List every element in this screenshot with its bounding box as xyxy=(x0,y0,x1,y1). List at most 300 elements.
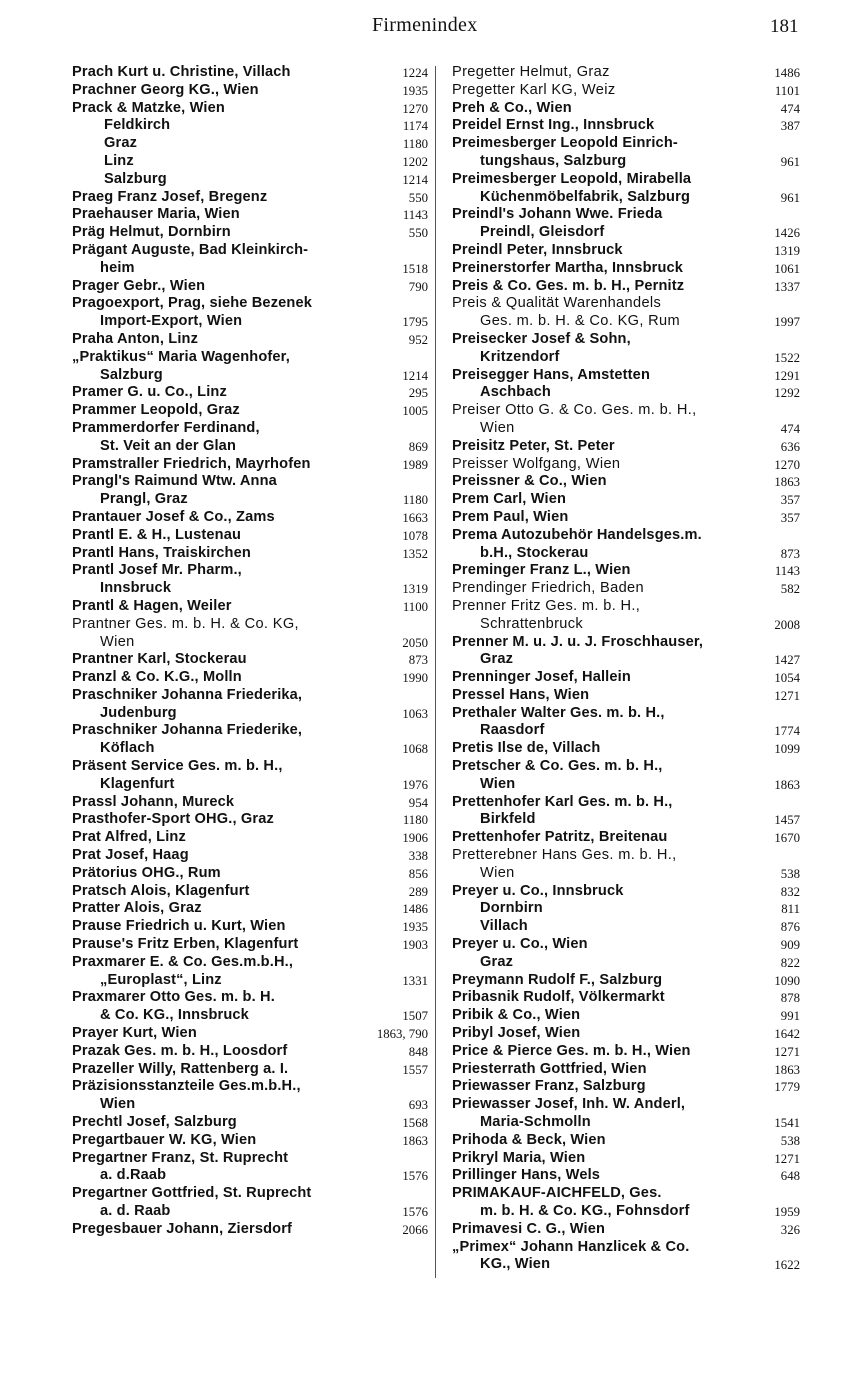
entry-text: Pribik & Co., Wien xyxy=(452,1007,581,1024)
index-entry xyxy=(72,456,428,474)
entry-line xyxy=(72,260,428,278)
entry-line xyxy=(452,669,800,687)
entry-page-ref: 1143 xyxy=(774,564,800,579)
index-entry xyxy=(452,1150,800,1168)
entry-line xyxy=(452,509,800,527)
entry-page-ref: 811 xyxy=(781,902,800,917)
index-entry xyxy=(72,1132,428,1150)
entry-page-ref: 1427 xyxy=(774,653,800,668)
entry-text: Prantl E. & H., Lustenau xyxy=(72,526,242,543)
entry-text: Schrattenbruck xyxy=(480,615,584,632)
index-entry xyxy=(452,1239,800,1275)
entry-text: Preidel Ernst Ing., Innsbruck xyxy=(452,117,655,134)
entry-line xyxy=(452,1114,800,1132)
entry-line xyxy=(72,82,428,100)
entry-line xyxy=(72,135,428,153)
entry-page-ref: 1270 xyxy=(774,457,800,472)
entry-page-ref: 848 xyxy=(408,1044,428,1059)
index-entry xyxy=(452,705,800,741)
entry-text: Import-Export, Wien xyxy=(100,313,243,330)
index-entry xyxy=(72,117,428,135)
entry-line xyxy=(452,64,800,82)
entry-line xyxy=(72,687,428,705)
index-entry xyxy=(72,545,428,563)
entry-page-ref: 1863 xyxy=(774,1062,800,1077)
entry-page-ref: 954 xyxy=(408,795,428,810)
entry-line xyxy=(452,1132,800,1150)
entry-text: a. d.Raab xyxy=(100,1167,167,1184)
entry-page-ref: 1976 xyxy=(402,777,428,792)
entry-text: tungshaus, Salzburg xyxy=(480,152,627,169)
entry-page-ref: 1054 xyxy=(774,671,800,686)
entry-line xyxy=(72,740,428,758)
entry-page-ref: 1642 xyxy=(774,1027,800,1042)
entry-line xyxy=(452,384,800,402)
entry-text: Prantl & Hagen, Weiler xyxy=(72,597,232,614)
entry-page-ref: 873 xyxy=(780,546,800,561)
entry-line xyxy=(72,865,428,883)
index-entry xyxy=(452,580,800,598)
entry-text: Praxmarer Otto Ges. m. b. H. xyxy=(72,989,275,1006)
entry-line xyxy=(72,278,428,296)
entry-line xyxy=(72,634,428,652)
entry-text: Prettenhofer Patritz, Breitenau xyxy=(452,829,668,846)
index-entry xyxy=(72,989,428,1025)
column-divider xyxy=(435,66,436,1278)
entry-page-ref: 1863 xyxy=(774,777,800,792)
entry-page-ref: 1319 xyxy=(402,582,428,597)
entry-text: Prantner Karl, Stockerau xyxy=(72,651,247,668)
entry-text: Preh & Co., Wien xyxy=(452,99,572,116)
entry-line xyxy=(452,562,800,580)
index-entry xyxy=(72,278,428,296)
entry-page-ref: 1068 xyxy=(402,742,428,757)
index-entry xyxy=(72,651,428,669)
entry-line xyxy=(452,242,800,260)
entry-line xyxy=(452,1185,800,1203)
entry-text: Wien xyxy=(480,419,515,436)
entry-text: Kritzendorf xyxy=(480,348,560,365)
entry-line xyxy=(452,1078,800,1096)
entry-line xyxy=(452,580,800,598)
entry-text: Salzburg xyxy=(100,366,163,383)
entry-line xyxy=(72,954,428,972)
entry-text: Prack & Matzke, Wien xyxy=(72,99,225,116)
entry-text: Innsbruck xyxy=(100,580,172,597)
entry-text: Wien xyxy=(480,864,515,881)
entry-line xyxy=(72,562,428,580)
entry-text: Prikryl Maria, Wien xyxy=(452,1149,586,1166)
entry-page-ref: 1331 xyxy=(402,973,428,988)
index-entry xyxy=(72,331,428,349)
entry-page-ref: 856 xyxy=(408,866,428,881)
entry-page-ref: 1291 xyxy=(774,368,800,383)
entry-page-ref: 832 xyxy=(780,884,800,899)
index-entry xyxy=(452,1167,800,1185)
index-entry xyxy=(452,936,800,972)
entry-text: Prihoda & Beck, Wien xyxy=(452,1131,606,1148)
entry-line xyxy=(452,278,800,296)
entry-line xyxy=(452,438,800,456)
entry-page-ref: 822 xyxy=(780,955,800,970)
entry-text: Preimesberger Leopold Einrich- xyxy=(452,135,678,152)
index-entry xyxy=(452,278,800,296)
entry-line xyxy=(452,758,800,776)
entry-text: Prause's Fritz Erben, Klagenfurt xyxy=(72,936,299,953)
index-entry xyxy=(72,1150,428,1186)
entry-line xyxy=(452,473,800,491)
entry-line xyxy=(72,117,428,135)
entry-text: Dornbirn xyxy=(480,900,543,917)
entry-page-ref: 1457 xyxy=(774,813,800,828)
entry-line xyxy=(452,82,800,100)
entry-page-ref: 538 xyxy=(780,866,800,881)
entry-page-ref: 1989 xyxy=(402,457,428,472)
entry-text: Pretis Ilse de, Villach xyxy=(452,740,601,757)
index-entry xyxy=(72,1221,428,1239)
entry-text: Preyer u. Co., Wien xyxy=(452,936,588,953)
entry-page-ref: 1061 xyxy=(774,261,800,276)
index-entry xyxy=(452,794,800,830)
index-entry xyxy=(72,900,428,918)
entry-text: Linz xyxy=(104,152,134,169)
entry-page-ref: 2008 xyxy=(774,617,800,632)
entry-text: Pretscher & Co. Ges. m. b. H., xyxy=(452,758,663,775)
entry-text: b.H., Stockerau xyxy=(480,544,589,561)
entry-line xyxy=(72,1132,428,1150)
index-entry xyxy=(452,527,800,563)
entry-page-ref: 289 xyxy=(408,884,428,899)
entry-text: Pregartbauer W. KG, Wien xyxy=(72,1131,257,1148)
index-entry xyxy=(452,117,800,135)
entry-line xyxy=(72,989,428,1007)
entry-text: Klagenfurt xyxy=(100,775,175,792)
entry-line xyxy=(452,100,800,118)
entry-page-ref: 636 xyxy=(780,439,800,454)
entry-line xyxy=(72,349,428,367)
entry-page-ref: 550 xyxy=(408,190,428,205)
index-entry xyxy=(72,527,428,545)
entry-text: Pressel Hans, Wien xyxy=(452,686,590,703)
entry-page-ref: 1568 xyxy=(402,1116,428,1131)
entry-page-ref: 1100 xyxy=(402,599,428,614)
entry-page-ref: 1863 xyxy=(402,1133,428,1148)
entry-line xyxy=(72,972,428,990)
entry-text: Prantner Ges. m. b. H. & Co. KG, xyxy=(72,615,299,632)
entry-text: Prammer Leopold, Graz xyxy=(72,402,240,419)
entry-line xyxy=(452,811,800,829)
entry-text: Feldkirch xyxy=(104,117,171,134)
entry-line xyxy=(72,491,428,509)
entry-line xyxy=(72,1185,428,1203)
index-entry xyxy=(72,82,428,100)
entry-text: Prangl's Raimund Wtw. Anna xyxy=(72,473,277,490)
index-entry xyxy=(72,669,428,687)
entry-page-ref: 1271 xyxy=(774,1151,800,1166)
entry-line xyxy=(452,918,800,936)
index-entry xyxy=(452,1043,800,1061)
entry-text: „Praktikus“ Maria Wagenhofer, xyxy=(72,348,290,365)
entry-text: Prazak Ges. m. b. H., Loosdorf xyxy=(72,1042,288,1059)
entry-page-ref: 1557 xyxy=(402,1062,428,1077)
entry-page-ref: 1214 xyxy=(402,368,428,383)
entry-page-ref: 1774 xyxy=(774,724,800,739)
entry-line xyxy=(72,1203,428,1221)
entry-page-ref: 648 xyxy=(780,1169,800,1184)
index-entry xyxy=(452,883,800,936)
index-entry xyxy=(452,206,800,242)
index-entry xyxy=(452,829,800,847)
entry-text: KG., Wien xyxy=(480,1256,551,1273)
entry-line xyxy=(72,545,428,563)
entry-text: Preis & Co. Ges. m. b. H., Pernitz xyxy=(452,277,685,294)
entry-line xyxy=(452,171,800,189)
entry-line xyxy=(452,135,800,153)
entry-page-ref: 1426 xyxy=(774,226,800,241)
entry-text: Prenninger Josef, Hallein xyxy=(452,669,631,686)
entry-line xyxy=(452,260,800,278)
entry-line xyxy=(452,687,800,705)
entry-text: Prangl, Graz xyxy=(100,491,188,508)
entry-line xyxy=(72,509,428,527)
index-entry xyxy=(452,1078,800,1096)
entry-line xyxy=(452,491,800,509)
entry-text: Prantl Hans, Traiskirchen xyxy=(72,544,251,561)
entry-line xyxy=(72,1061,428,1079)
index-entry xyxy=(72,722,428,758)
entry-line xyxy=(72,242,428,260)
entry-page-ref: 338 xyxy=(408,849,428,864)
index-entry xyxy=(72,758,428,794)
entry-line xyxy=(72,1078,428,1096)
entry-text: Prach Kurt u. Christine, Villach xyxy=(72,64,291,80)
entry-text: Villach xyxy=(480,918,528,935)
entry-text: Prema Autozubehör Handelsges.m. xyxy=(452,526,702,543)
entry-line xyxy=(72,616,428,634)
entry-text: Prem Paul, Wien xyxy=(452,508,569,525)
entry-line xyxy=(452,1061,800,1079)
entry-line xyxy=(72,171,428,189)
entry-text: Pratsch Alois, Klagenfurt xyxy=(72,882,250,899)
entry-text: Wien xyxy=(100,1096,136,1113)
entry-page-ref: 1292 xyxy=(774,386,800,401)
index-entry xyxy=(72,1025,428,1043)
entry-text: Prechtl Josef, Salzburg xyxy=(72,1114,237,1131)
entry-line xyxy=(452,651,800,669)
entry-line xyxy=(452,1043,800,1061)
entry-text: Pranzl & Co. K.G., Molln xyxy=(72,669,242,686)
entry-text: Prause Friedrich u. Kurt, Wien xyxy=(72,918,286,935)
entry-line xyxy=(72,384,428,402)
entry-line xyxy=(72,900,428,918)
entry-page-ref: 1099 xyxy=(774,742,800,757)
index-entry xyxy=(72,420,428,456)
entry-text: Preisitz Peter, St. Peter xyxy=(452,437,615,454)
entry-page-ref: 1670 xyxy=(774,831,800,846)
entry-line xyxy=(452,1007,800,1025)
entry-text: Prettenhofer Karl Ges. m. b. H., xyxy=(452,793,673,810)
entry-line xyxy=(452,313,800,331)
entry-page-ref: 1063 xyxy=(402,706,428,721)
index-entry xyxy=(72,171,428,189)
entry-line xyxy=(452,1167,800,1185)
index-entry xyxy=(72,1043,428,1061)
entry-text: Ges. m. b. H. & Co. KG, Rum xyxy=(480,313,681,330)
entry-text: Wien xyxy=(100,633,135,650)
entry-text: Köflach xyxy=(100,740,155,757)
entry-text: Preimesberger Leopold, Mirabella xyxy=(452,170,692,187)
entry-line xyxy=(452,367,800,385)
entry-line xyxy=(72,1167,428,1185)
entry-line xyxy=(72,100,428,118)
entry-line xyxy=(72,206,428,224)
entry-page-ref: 1337 xyxy=(774,279,800,294)
entry-text: Prätorius OHG., Rum xyxy=(72,864,221,881)
entry-page-ref: 1143 xyxy=(402,208,428,223)
entry-text: m. b. H. & Co. KG., Fohnsdorf xyxy=(480,1203,690,1219)
entry-line xyxy=(452,705,800,723)
entry-text: Graz xyxy=(104,135,138,152)
entry-text: Prem Carl, Wien xyxy=(452,491,567,508)
index-entry xyxy=(452,1096,800,1132)
index-entry xyxy=(72,598,428,616)
entry-line xyxy=(72,1096,428,1114)
index-entry xyxy=(72,936,428,954)
entry-page-ref: 1270 xyxy=(402,101,428,116)
entry-page-ref: 1903 xyxy=(402,938,428,953)
index-entry xyxy=(452,669,800,687)
entry-text: Prenner M. u. J. u. J. Froschhauser, xyxy=(452,633,704,650)
entry-text: Praxmarer E. & Co. Ges.m.b.H., xyxy=(72,953,294,970)
entry-line xyxy=(72,402,428,420)
entry-line xyxy=(452,954,800,972)
entry-line xyxy=(452,776,800,794)
entry-text: Prayer Kurt, Wien xyxy=(72,1025,197,1042)
entry-line xyxy=(72,580,428,598)
entry-text: Pribasnik Rudolf, Völkermarkt xyxy=(452,989,665,1006)
entry-text: Preindl Peter, Innsbruck xyxy=(452,241,623,258)
index-entry xyxy=(452,491,800,509)
entry-line xyxy=(72,598,428,616)
entry-text: Preissner & Co., Wien xyxy=(452,473,607,490)
entry-text: Pramstraller Friedrich, Mayrhofen xyxy=(72,455,311,472)
index-entry xyxy=(72,509,428,527)
index-entry xyxy=(72,1061,428,1079)
entry-page-ref: 474 xyxy=(780,101,800,116)
index-entry xyxy=(452,260,800,278)
index-entry xyxy=(452,1185,800,1221)
entry-line xyxy=(72,794,428,812)
entry-page-ref: 878 xyxy=(780,991,800,1006)
index-entry xyxy=(452,456,800,474)
index-entry xyxy=(452,634,800,670)
entry-page-ref: 1174 xyxy=(402,119,428,134)
page-header xyxy=(0,14,867,42)
entry-line xyxy=(72,295,428,313)
index-entry xyxy=(72,135,428,153)
entry-text: Priesterrath Gottfried, Wien xyxy=(452,1060,647,1077)
entry-text: Prantauer Josef & Co., Zams xyxy=(72,508,275,525)
index-entry xyxy=(72,865,428,883)
entry-page-ref: 869 xyxy=(408,439,428,454)
entry-text: Pregartner Gottfried, St. Ruprecht xyxy=(72,1185,312,1202)
entry-line xyxy=(452,1239,800,1257)
entry-text: Prendinger Friedrich, Baden xyxy=(452,580,644,597)
entry-text: Salzburg xyxy=(104,170,167,187)
entry-page-ref: 1271 xyxy=(774,688,800,703)
index-entry xyxy=(72,224,428,242)
entry-line xyxy=(72,456,428,474)
entry-text: Prat Alfred, Linz xyxy=(72,829,186,846)
entry-page-ref: 1663 xyxy=(402,510,428,525)
index-entry xyxy=(72,1114,428,1132)
entry-page-ref: 1090 xyxy=(774,973,800,988)
index-entry xyxy=(452,64,800,82)
entry-page-ref: 1576 xyxy=(402,1169,428,1184)
entry-page-ref: 1990 xyxy=(402,671,428,686)
entry-line xyxy=(72,936,428,954)
entry-page-ref: 1202 xyxy=(402,154,428,169)
entry-text: Graz xyxy=(480,953,514,970)
entry-text: Priewasser Franz, Salzburg xyxy=(452,1078,646,1095)
entry-line xyxy=(72,883,428,901)
entry-text: Prenner Fritz Ges. m. b. H., xyxy=(452,597,641,614)
entry-page-ref: 295 xyxy=(408,386,428,401)
entry-text: Preyer u. Co., Innsbruck xyxy=(452,882,624,899)
index-entry xyxy=(452,847,800,883)
entry-line xyxy=(452,295,800,313)
entry-line xyxy=(72,847,428,865)
entry-line xyxy=(452,527,800,545)
entry-text: Primavesi C. G., Wien xyxy=(452,1220,606,1237)
index-entry xyxy=(72,100,428,118)
entry-page-ref: 1005 xyxy=(402,404,428,419)
index-entry xyxy=(452,367,800,403)
entry-page-ref: 1863, 790 xyxy=(376,1027,428,1042)
entry-line xyxy=(452,545,800,563)
entry-page-ref: 1101 xyxy=(774,83,800,98)
entry-line xyxy=(72,776,428,794)
index-entry xyxy=(72,918,428,936)
index-entry xyxy=(72,794,428,812)
entry-text: Praehauser Maria, Wien xyxy=(72,206,240,223)
entry-page-ref: 538 xyxy=(780,1133,800,1148)
entry-page-ref: 357 xyxy=(780,493,800,508)
entry-line xyxy=(72,811,428,829)
entry-text: Preminger Franz L., Wien xyxy=(452,562,631,579)
entry-text: Pregesbauer Johann, Ziersdorf xyxy=(72,1220,293,1237)
index-entry xyxy=(72,883,428,901)
entry-line xyxy=(452,402,800,420)
index-entry xyxy=(72,206,428,224)
index-entry xyxy=(72,64,428,82)
entry-text: Preisecker Josef & Sohn, xyxy=(452,330,631,347)
index-entry xyxy=(72,189,428,207)
entry-page-ref: 1486 xyxy=(402,902,428,917)
entry-page-ref: 1271 xyxy=(774,1044,800,1059)
entry-text: Praha Anton, Linz xyxy=(72,330,199,347)
entry-line xyxy=(452,206,800,224)
entry-text: Price & Pierce Ges. m. b. H., Wien xyxy=(452,1042,691,1059)
entry-text: Raasdorf xyxy=(480,722,545,739)
entry-line xyxy=(72,313,428,331)
entry-text: a. d. Raab xyxy=(100,1203,171,1219)
index-entry xyxy=(452,1221,800,1239)
entry-page-ref: 873 xyxy=(408,653,428,668)
entry-text: Wien xyxy=(480,775,516,792)
entry-line xyxy=(72,758,428,776)
index-entry xyxy=(452,740,800,758)
